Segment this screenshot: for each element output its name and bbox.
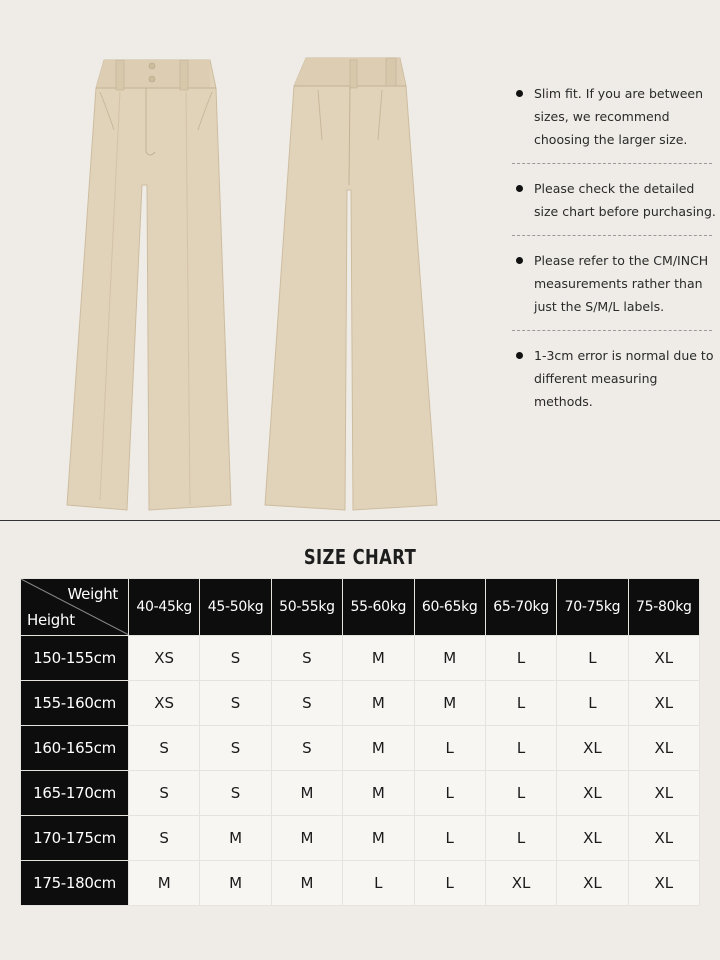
weight-header-cell: 70-75kg (557, 579, 628, 636)
weight-header-cell: 40-45kg (129, 579, 200, 636)
size-cell: M (200, 816, 271, 861)
size-cell: L (485, 636, 556, 681)
pants-back-view (265, 58, 437, 510)
table-row (21, 726, 700, 771)
size-cell: M (343, 816, 414, 861)
bullet-icon (516, 257, 523, 264)
pants-product-image (0, 0, 480, 520)
pants-front-view (67, 60, 231, 510)
size-cell: S (271, 726, 342, 771)
bullet-icon (516, 185, 523, 192)
size-chart-title: SIZE CHART (303, 545, 417, 569)
size-cell: L (414, 816, 485, 861)
bullet-icon (516, 352, 523, 359)
weight-axis-label: Weight (67, 585, 118, 603)
size-cell: S (271, 681, 342, 726)
size-cell: L (485, 816, 556, 861)
size-cell: XL (628, 816, 699, 861)
section-divider (0, 520, 720, 521)
size-cell: XL (628, 771, 699, 816)
size-cell: M (129, 861, 200, 906)
size-cell: M (343, 726, 414, 771)
size-cell: M (271, 816, 342, 861)
table-row (21, 861, 700, 906)
weight-header-cell: 45-50kg (200, 579, 271, 636)
note-item: 1-3cm error is normal due to different measuring methods. (506, 344, 716, 413)
table-row (21, 816, 700, 861)
size-cell: XL (628, 726, 699, 771)
weight-header-cell: 60-65kg (414, 579, 485, 636)
size-cell: L (485, 771, 556, 816)
weight-header-cell: 55-60kg (343, 579, 414, 636)
size-cell: M (200, 861, 271, 906)
size-cell: S (200, 726, 271, 771)
size-cell: L (485, 681, 556, 726)
height-header-cell: 175-180cm (21, 861, 129, 906)
size-cell: L (414, 771, 485, 816)
divider (512, 235, 712, 236)
height-axis-label: Height (27, 611, 75, 629)
height-header-cell: 155-160cm (21, 681, 129, 726)
weight-header-cell: 50-55kg (271, 579, 342, 636)
size-cell: S (200, 771, 271, 816)
height-header-cell: 160-165cm (21, 726, 129, 771)
size-cell: M (343, 771, 414, 816)
bullet-icon (516, 90, 523, 97)
size-cell: XL (628, 861, 699, 906)
size-cell: XL (557, 771, 628, 816)
divider (512, 163, 712, 164)
size-cell: XL (557, 816, 628, 861)
size-cell: M (343, 681, 414, 726)
size-chart-table (20, 578, 700, 906)
note-item: Please refer to the CM/INCH measurements rather than just the S/M/L labels. (506, 249, 716, 318)
size-cell: XL (557, 726, 628, 771)
height-header-cell: 150-155cm (21, 636, 129, 681)
weight-header-cell: 75-80kg (628, 579, 699, 636)
size-cell: M (271, 861, 342, 906)
size-cell: L (414, 726, 485, 771)
size-cell: S (200, 636, 271, 681)
size-cell: XL (557, 861, 628, 906)
size-cell: L (557, 636, 628, 681)
size-chart-header-row (21, 579, 700, 636)
size-cell: XL (485, 861, 556, 906)
size-cell: S (129, 816, 200, 861)
table-row (21, 681, 700, 726)
size-cell: XL (628, 636, 699, 681)
size-cell: L (414, 861, 485, 906)
size-cell: L (343, 861, 414, 906)
size-cell: S (200, 681, 271, 726)
size-cell: XS (129, 636, 200, 681)
table-row (21, 771, 700, 816)
size-cell: L (485, 726, 556, 771)
note-item: Slim fit. If you are between sizes, we recommend choosing the larger size. (506, 82, 716, 151)
size-cell: M (343, 636, 414, 681)
size-cell: S (129, 726, 200, 771)
size-cell: M (414, 681, 485, 726)
height-header-cell: 170-175cm (21, 816, 129, 861)
size-cell: M (271, 771, 342, 816)
size-cell: XS (129, 681, 200, 726)
size-cell: M (414, 636, 485, 681)
size-cell: XL (628, 681, 699, 726)
product-notes (506, 82, 716, 413)
divider (512, 330, 712, 331)
height-header-cell: 165-170cm (21, 771, 129, 816)
table-row (21, 636, 700, 681)
size-cell: S (129, 771, 200, 816)
size-cell: L (557, 681, 628, 726)
corner-header-cell (21, 579, 129, 636)
note-item: Please check the detailed size chart before purchasing. (506, 177, 716, 223)
size-cell: S (271, 636, 342, 681)
weight-header-cell: 65-70kg (485, 579, 556, 636)
